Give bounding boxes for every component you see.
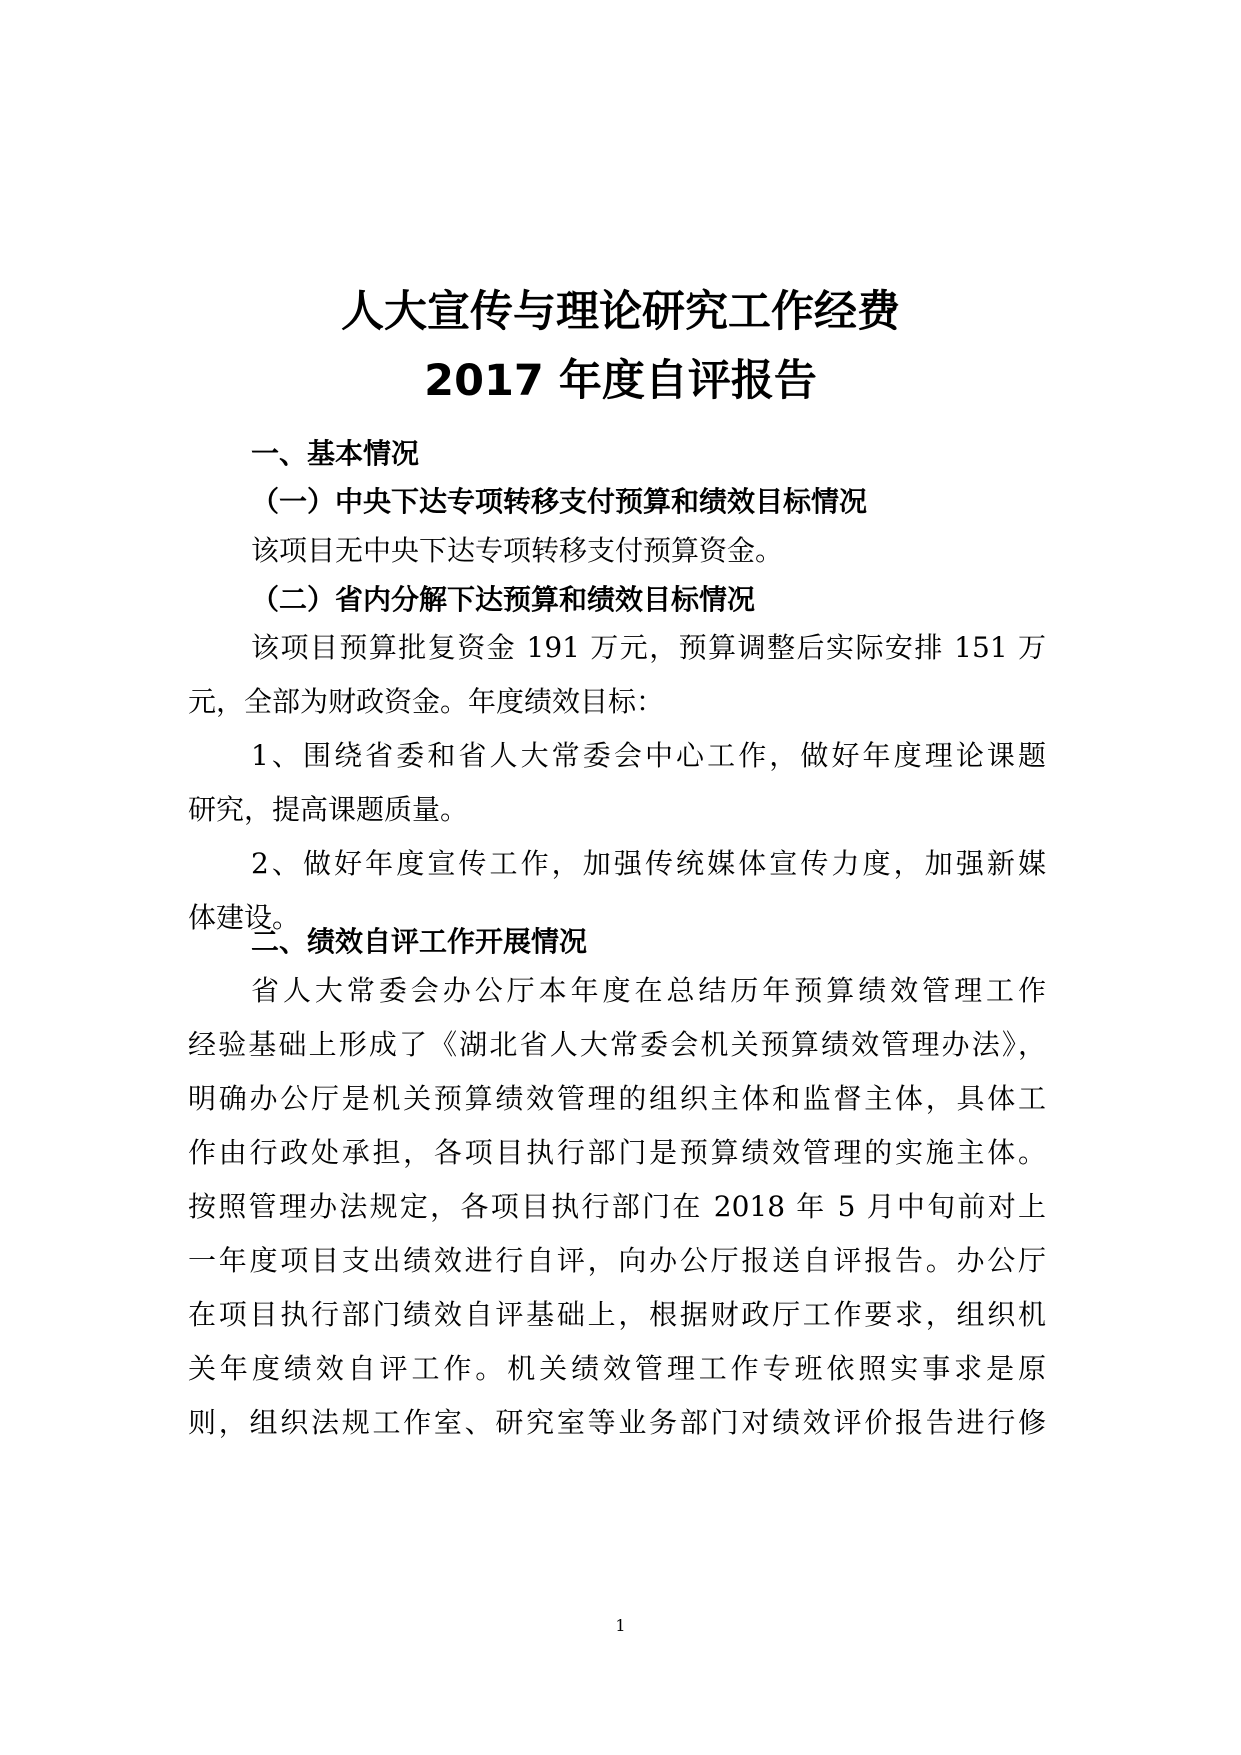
section-1-heading: 一、基本情况 [251,437,420,470]
paragraph-line: 作由行政处承担，各项目执行部门是预算绩效管理的实施主体。 [188,1136,1046,1169]
subsection-1-heading: （一）中央下达专项转移支付预算和绩效目标情况 [251,485,868,518]
paragraph-line: 在项目执行部门绩效自评基础上，根据财政厅工作要求，组织机 [188,1298,1046,1331]
paragraph-line: 元，全部为财政资金。年度绩效目标： [188,685,665,718]
paragraph-line: 明确办公厅是机关预算绩效管理的组织主体和监督主体，具体工 [188,1082,1046,1115]
paragraph-line: 按照管理办法规定，各项目执行部门在 2018 年 5 月中旬前对上 [188,1190,1046,1223]
section-2-paragraph [188,964,1046,1450]
paragraph-line: 2、做好年度宣传工作，加强传统媒体宣传力度，加强新媒 [251,847,1046,880]
subsection-2-heading: （二）省内分解下达预算和绩效目标情况 [251,583,756,616]
paragraph-line: 一年度项目支出绩效进行自评，向办公厅报送自评报告。办公厅 [188,1244,1046,1277]
paragraph-line: 经验基础上形成了《湖北省人大常委会机关预算绩效管理办法》， [188,1028,1046,1061]
subsection-2-paragraph-1 [188,621,1046,729]
report-title-line-2: 2017 年度自评报告 [424,356,817,406]
report-title-line-1: 人大宣传与理论研究工作经费 [341,287,900,337]
paragraph-line: 研究，提高课题质量。 [188,793,469,826]
paragraph-line: 该项目无中央下达专项转移支付预算资金。 [251,534,784,567]
paragraph-line: 关年度绩效自评工作。机关绩效管理工作专班依照实事求是原 [188,1352,1046,1385]
page-number: 1 [615,1616,626,1635]
paragraph-line: 1、围绕省委和省人大常委会中心工作，做好年度理论课题 [251,739,1046,772]
paragraph-line: 该项目预算批复资金 191 万元，预算调整后实际安排 151 万 [251,631,1046,664]
subsection-1-paragraph [188,524,1046,578]
paragraph-line: 则，组织法规工作室、研究室等业务部门对绩效评价报告进行修 [188,1406,1046,1439]
goal-item-1 [188,729,1046,837]
paragraph-line: 省人大常委会办公厅本年度在总结历年预算绩效管理工作 [251,974,1046,1007]
section-2-heading: 二、绩效自评工作开展情况 [251,925,588,958]
paragraph-line: 体建设。 [188,901,301,934]
